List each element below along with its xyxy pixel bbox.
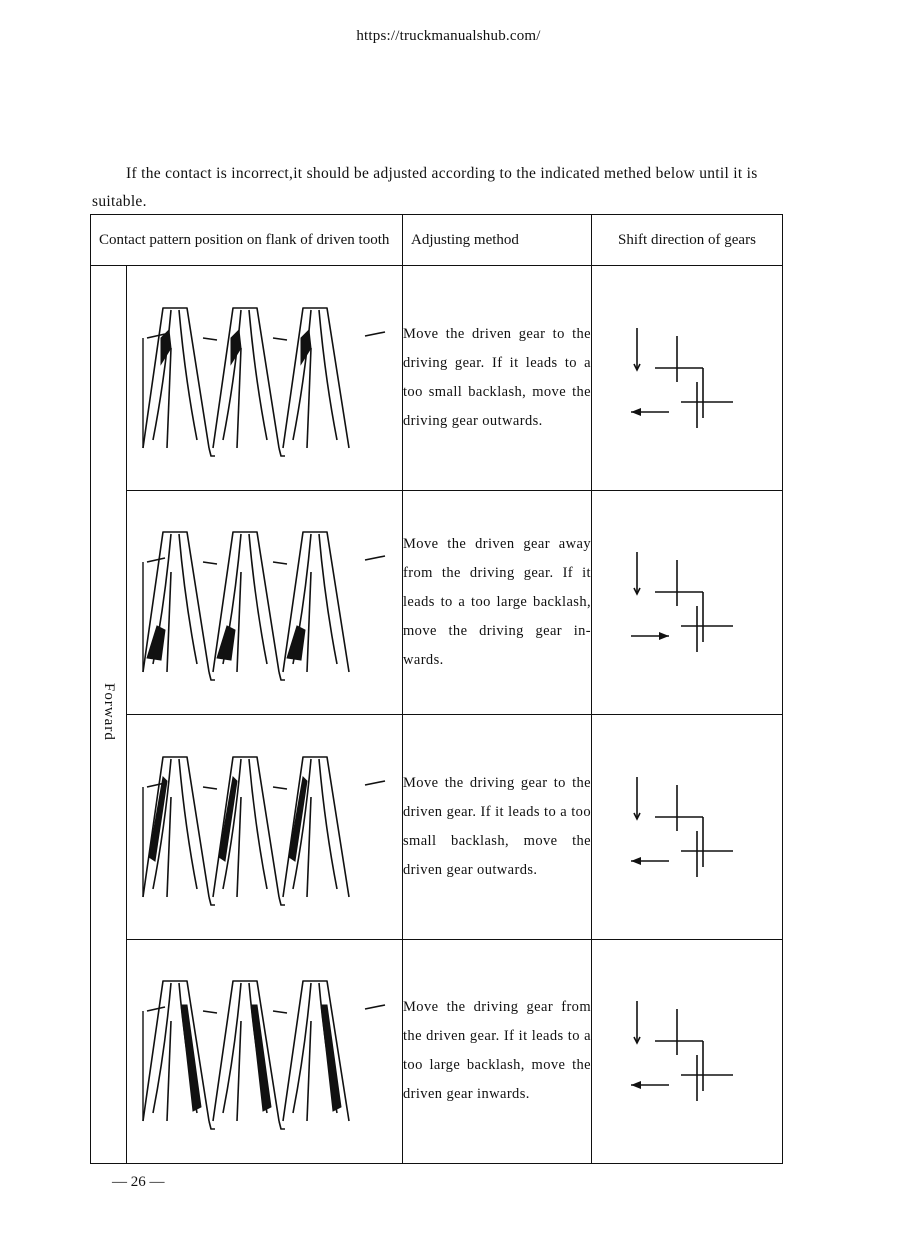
gear-tooth-illustration [127,939,403,1164]
gear-outline [147,1007,165,1011]
shift-arrow-icon [617,542,757,662]
tooth-valley [203,338,217,340]
tooth-flank [307,572,311,672]
gear-tooth [283,308,349,448]
gear-outline [365,1005,385,1009]
gear-outline [365,332,385,336]
gear-tooth [213,757,279,897]
tooth-flank [179,534,197,664]
header-shift-direction: Shift direction of gears [592,215,783,266]
source-url: https://truckmanualshub.com/ [356,28,541,44]
contact-pattern-mark [181,1005,201,1111]
gear-teeth-drawing [135,502,395,702]
tooth-flank [319,759,337,889]
tooth-flank [179,310,197,440]
tooth-valley [209,448,215,456]
tooth-flank [249,310,267,440]
tooth-flank [249,534,267,664]
tooth-flank [237,797,241,897]
arrow-head-left [631,857,641,865]
tooth-flank [307,797,311,897]
contact-pattern-mark [321,1005,341,1111]
tooth-valley [279,1121,285,1129]
shift-direction-diagram [592,266,783,491]
tooth-valley [279,897,285,905]
tooth-valley [203,787,217,789]
arrow-head-left [631,408,641,416]
gear-outline [365,781,385,785]
tooth-valley [273,1011,287,1013]
tooth-flank [179,759,197,889]
tooth-valley [209,1121,215,1129]
adjusting-method-text: Move the driven gear away from the driving gear. If it leads to a too large backlash, move the driving gear in-wards. [403,490,592,715]
tooth-flank [307,348,311,448]
tooth-valley [273,338,287,340]
tooth-valley [273,787,287,789]
tooth-flank [167,572,171,672]
gear-tooth [213,308,279,448]
shift-arrow-icon [617,318,757,438]
gear-tooth-illustration [127,266,403,491]
tooth-flank [319,310,337,440]
gear-tooth [143,757,209,897]
adjustment-table [90,214,783,1164]
tooth-valley [279,672,285,680]
tooth-flank [319,534,337,664]
tooth-valley [279,448,285,456]
tooth-valley [273,562,287,564]
gear-tooth [143,308,209,448]
tooth-flank [167,348,171,448]
table-row [91,715,783,940]
adjusting-method-text: Move the driven gear to the driving gear. If it leads to a too small backlash, move the driving gear outwards. [403,266,592,491]
gear-outline [147,558,165,562]
table-row [91,266,783,491]
shift-direction-diagram [592,490,783,715]
tooth-valley [203,562,217,564]
gear-teeth-drawing [135,951,395,1151]
header-contact-pattern: Contact pattern position on flank of driven tooth [91,215,403,266]
gear-teeth-drawing [135,727,395,927]
tooth-flank [167,797,171,897]
contact-pattern-mark [147,626,165,660]
gear-tooth-illustration [127,715,403,940]
tooth-valley [209,672,215,680]
tooth-flank [237,572,241,672]
tooth-flank [249,759,267,889]
gear-tooth [283,757,349,897]
shift-direction-diagram [592,939,783,1164]
arrow-head-right [659,632,669,640]
gear-teeth-drawing [135,278,395,478]
shift-direction-diagram [592,715,783,940]
arrow-head-left [631,1081,641,1089]
header-adjusting-method: Adjusting method [403,215,592,266]
table-row [91,939,783,1164]
adjusting-method-text: Move the driving gear to the driven gear. If it leads to a too small backlash, move the driven gear outwards. [403,715,592,940]
tooth-valley [209,897,215,905]
table-header-row [91,215,783,266]
table-row [91,490,783,715]
shift-arrow-icon [617,991,757,1111]
tooth-valley [203,1011,217,1013]
page-number: — 26 — [112,1174,165,1190]
gear-tooth-illustration [127,490,403,715]
contact-pattern-mark [217,626,235,660]
adjusting-method-text: Move the driving gear from the driven gear. If it leads to a too large backlash, move the driven gear inwards. [403,939,592,1164]
tooth-flank [237,348,241,448]
contact-pattern-mark [251,1005,271,1111]
tooth-flank [307,1021,311,1121]
gear-outline [365,556,385,560]
tooth-flank [237,1021,241,1121]
shift-arrow-icon [617,767,757,887]
forward-cell [91,266,127,1164]
intro-paragraph: If the contact is incorrect,it should be adjusted according to the indicated methed below until it is suitable. [92,165,758,210]
contact-pattern-mark [287,626,305,660]
tooth-flank [167,1021,171,1121]
forward-label: Forward [101,683,117,741]
